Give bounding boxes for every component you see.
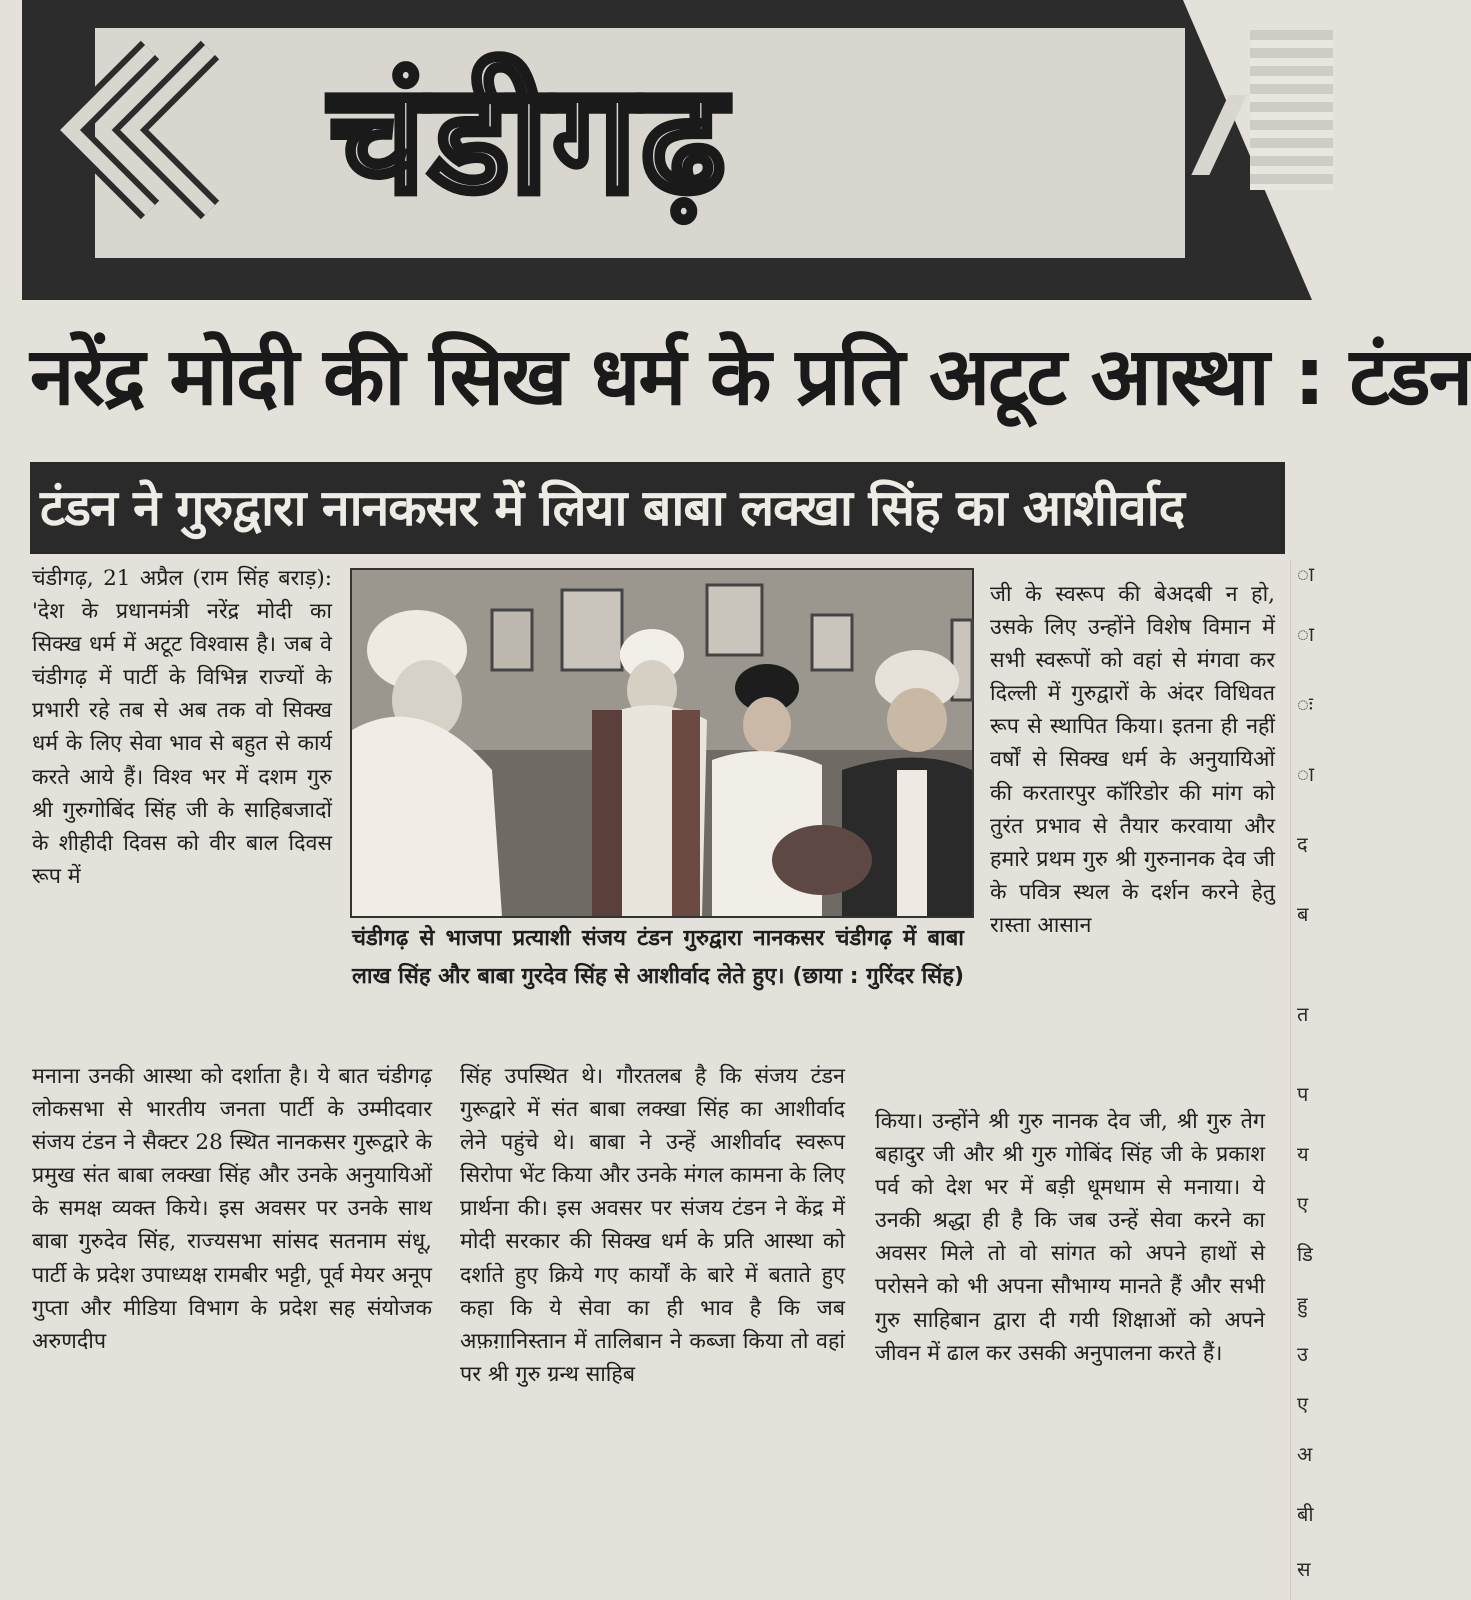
edge-fragment-1: ा [1297,622,1315,646]
edge-fragment-2: ः [1297,692,1313,716]
edge-fragment-13: ए [1297,1392,1309,1416]
edge-fragment-8: य [1297,1142,1309,1166]
edge-fragment-4: द [1297,832,1308,856]
edge-fragment-16: स [1297,1557,1311,1581]
photo-caption [352,920,964,1055]
photo-caption-text: चंडीगढ़ से भाजपा प्रत्याशी संजय टंडन गुरुद्वारा नानकसर चंडीगढ़ में बाबा लाख सिंह और बाबा गुरदेव सिंह से आशीर्वाद लेते हुए। [352,926,964,989]
edge-fragment-9: ए [1297,1192,1309,1216]
edge-fragment-10: डि [1297,1242,1313,1266]
section-title: चंडीगढ़ [330,53,730,227]
edge-fragment-3: ा [1297,762,1315,786]
edge-fragment-5: ब [1297,902,1309,926]
edge-fragment-11: हु [1297,1292,1308,1316]
body-column-3-bottom: किया। उन्होंने श्री गुरु नानक देव जी, श्री गुरु तेग बहादुर जी और श्री गुरु गोबिंद सिंह जी के प्रकाश पर्व को देश भर में बड़ी धूमधाम से मनाया। ये उनकी श्रद्धा ही है कि जब उन्हें सेवा करने का अवसर मिले तो वो सांगत को अपने हाथों से परोसने को भी अपना सौभाग्य मानते हैं और सभी गुरु साहिबान द्वारा दी गयी शिक्षाओं को अपने जीवन में ढाल कर उसकी अनुपालना करते हैं। [875,1109,1265,1366]
adjacent-column-fragment [1290,560,1334,1600]
body-column-3-top: जी के स्वरूप की बेअदबी न हो, उसके लिए उन्होंने विशेष विमान में सभी स्वरूपों को वहां से मंगवा कर दिल्ली में गुरुद्वारों के अंदर विधिवत रूप से स्थापित किया। इतना ही नहीं वर्षों से सिक्ख धर्म के अनुयायिओं की करतारपुर कॉरिडोर की मांग को तुरंत प्रभाव से तैयार करवाया और हमारे प्रथम गुरु श्री गुरुनानक देव जी के पवित्र स्थल के दर्शन करने हेतु रास्ता आसान [990,582,1275,938]
body-column-1-bottom: मनाना उनकी आस्था को दर्शाता है। ये बात चंडीगढ़ लोकसभा से भारतीय जनता पार्टी के उम्मीदवार संजय टंडन ने सैक्टर 28 स्थित नानकसर गुरूद्वारे के प्रमुख संत बाबा लक्खा सिंह और उनके अनुयायिओं के समक्ष व्यक्त किये। इस अवसर पर उनके साथ बाबा गुरुदेव सिंह, राज्यसभा सांसद सतनाम संधू, पार्टी के प्रदेश उपाध्यक्ष रामबीर भट्टी, पूर्व मेयर अनूप गुप्ता और मीडिया विभाग के प्रदेश सह संयोजक अरुणदीप [32,1064,432,1354]
edge-fragment-15: बी [1297,1502,1314,1526]
article-headline: नरेंद्र मोदी की सिख धर्म के प्रति अटूट आस्था : टंडन [30,330,1471,423]
edge-fragment-6: त [1297,1002,1309,1026]
photo-credit: (छाया : गुरिंदर सिंह) [792,964,964,989]
article-photo [350,568,974,918]
banner-stripes [1250,30,1333,190]
edge-fragment-14: अ [1297,1442,1313,1466]
edge-fragment-0: ा [1297,562,1315,586]
article-subheadline: टंडन ने गुरुद्वारा नानकसर में लिया बाबा लक्खा सिंह का आशीर्वाद [40,479,1185,537]
edge-fragment-7: प [1297,1082,1309,1106]
edge-fragment-12: उ [1297,1342,1308,1366]
body-column-1-top: चंडीगढ़, 21 अप्रैल (राम सिंह बराड़): 'देश के प्रधानमंत्री नरेंद्र मोदी का सिक्ख धर्म में अटूट विश्वास है। जब वे चंडीगढ़ में पार्टी के विभिन्न राज्यों के प्रभारी रहे तब से अब तक वो सिक्ख धर्म के लिए सेवा भाव से बहुत से कार्य करते आये हैं। विश्व भर में दशम गुरु श्री गुरुगोबिंद सिंह जी के साहिबजादों के शीहीदी दिवस को वीर बाल दिवस रूप में [32,566,332,889]
body-column-2: सिंह उपस्थित थे। गौरतलब है कि संजय टंडन गुरूद्वारे में संत बाबा लक्खा सिंह का आशीर्वाद लेने पहुंचे थे। बाबा ने उन्हें आशीर्वाद स्वरूप सिरोपा भेंट किया और उनके मंगल कामना के लिए प्रार्थना की। इस अवसर पर संजय टंडन ने केंद्र में मोदी सरकार की सिक्ख धर्म के प्रति आस्था को दर्शाते हुए क्रिये गए कार्यों के बारे में बताते हुए कहा कि ये सेवा का ही भाव है कि जब अफ़ग़ानिस्तान में तालिबान ने कब्जा किया तो वहां पर श्री गुरु ग्रन्थ साहिब [460,1064,845,1387]
